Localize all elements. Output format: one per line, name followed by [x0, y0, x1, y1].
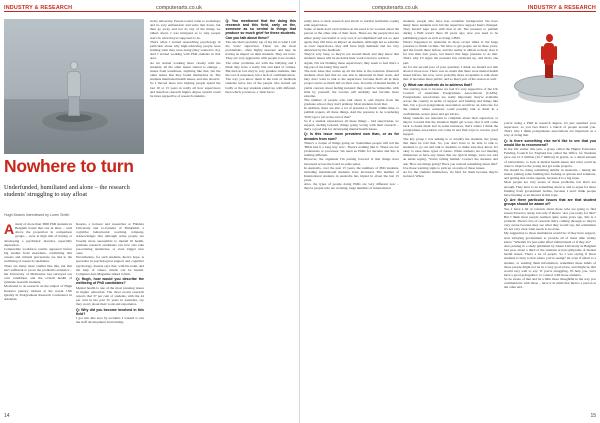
paragraph: So I moved more into helping people spend the last 10 or 15 years in really all how supervisors and therefore research higher degree system could be more supportive of research students.: [150, 81, 221, 98]
question: Q: Are there particular issues that are that student groups should be aware of?: [504, 198, 596, 207]
paragraph: Use those warning signs to pick up on some of these issues.: [403, 165, 486, 170]
paragraph: So if a student experiences all these things – bad supervision, no support, feeling isolated, things going wrong with their research – that's a good risk for developing mental health issues.: [304, 118, 399, 132]
paragraph: They're very busy, so they're not around much and they know that student's issues will be such that their work is hard to retrieve.: [304, 52, 399, 61]
paragraph: My suggestion to those institutions would be: if they have support, start lobbying government to provide all of these time widely know,' 'Whether it's just some effort behind them or if they do?': [504, 231, 596, 244]
paragraph: Most people are very aware of these problems, but that's not enough. They have to do something about it, and to argue for more funding from government bodies, because I don't think people have funding or an interest in this topic.: [504, 180, 596, 197]
paragraph: Some of them don't even believe in the need to be worried about the person at the other side of their fears. These are the people that are either pretty successful or very sort of accomplished and not so. And again, they will have an impact on students. Although not so extreme as toxic supervisors, they still have high demands and are very distracted by the feedback.: [304, 27, 399, 53]
article-subhead: Underfunded, humiliated and alone – the research students' struggling to stay afloat: [4, 184, 130, 199]
column-right-a: [304, 19, 399, 411]
paragraph: That's when I started researching psychology in particular about why high-achieving people were holding what they were doing (they wanted to do). And I started working with PhD students in that area.: [150, 39, 221, 61]
figure-head: [546, 34, 553, 42]
platform: [514, 75, 584, 97]
paragraph: The one that's probably top of my list is what I call the 'toxic' supervisor. These are the most problematic, often highly insecure and may be having an impact on their students. They are toxic. They are very aggressive with people to be around.: [225, 39, 296, 61]
paragraph: The key group I was talking to is actually the students, the group that must be told that. So, you don't have to be able to talk to students to go out and talk to students, to make sure they know. It's okay to raise these types of issues. When students are not meeting milestones or have any issues that are typical things, we're not told an email saying, 'You're falling behind.' Contact the students and ask, 'How are things going? Have you noticed something about this?': [403, 136, 498, 166]
drop-cap: A: [4, 222, 15, 237]
hero-figure-body: [67, 71, 81, 97]
paragraph: really have to their research and attach to normal normalise coping with supervision.: [304, 19, 399, 28]
right-page: [300, 0, 600, 423]
paragraph: Again, I'm not blaming these supervisors; they seem to feel that's a big part of me being 'they need'.: [304, 60, 399, 69]
site-url: computerarts.co.uk: [372, 5, 418, 11]
paragraph: The other problems are with the bullying and I think they have a really bad and kind of culture. But then in fact they're very genuine students, like the sort of unspoken, but a lack of communication.: [225, 60, 296, 78]
figure-body: [544, 43, 554, 65]
question: Q: You mentioned that the doing this research and this field, early on the, someone as so central to things that produce so much grief for these students. Can you talk about these?: [225, 19, 296, 40]
article-byline: Hugh Kearns interviewed by Loren Smith: [4, 213, 70, 217]
intro-paragraph-4: Motivated to do research on the subject of Hugh Kearns's plenary address at the recent 13th Quality in Postgraduate Research Conference in Adelaide,: [4, 284, 72, 301]
site-url: computerarts.co.uk: [156, 5, 202, 11]
paragraph: In the UK earlier this year, a group called the Higher Education Funding Council for England has called the Office for Students gave out £1.5 million (£2.7 million) in grants, so a small amount of universities, to look at mental health issues and what could be done to improve the young and get some projects.: [504, 147, 596, 168]
red-figure-illustration: [504, 19, 594, 119]
paragraph: So be aware of that and be a little more thoughtful in the way you communicate with those – have it in mind that there's a person at the other end.: [504, 277, 596, 290]
question: Q: Is there something else we'd like to see that you would like to recommend?: [504, 138, 596, 147]
paragraph: students, people who have less academic background. We have many more students now but the supervisor support hasn't changed. They haven't kept pace with that at all. The pressure to publish during a PhD wasn't there 20 years ago; now you need to be publishing papers as well as doing a PhD.: [403, 19, 498, 40]
paragraph: In addition, there are also a lot of pressure to finish within time, to publish papers, all these things. And the pressure to be wondering 'Will I get a job at the end of this?': [304, 106, 399, 119]
column-right-b: [403, 19, 498, 411]
figure-arm-right: [554, 46, 557, 60]
paragraph: I got into this area by accident. I wanted to run the staff development and training.: [76, 315, 144, 324]
intro-paragraph-3: There are many more studies like this, but that isn't sufficient to prove the problem's existence – the University of Melbourne last surveyed our own candidates and the overall health of graduate research students.: [4, 263, 72, 285]
paragraph: As for the students themselves, it's hard for them because they're isolated. When: [403, 169, 498, 178]
paragraph: Yes, I have a bit of concern about those who are going to find research hard to study, but only if there's: 'Are you ready for this?' But I think most people realised quite some years ago, this is a problem. There's lots of research that's coming through so they're very aware because they see what they would say, but sometimes it's not very clear what needs to be done.: [504, 206, 596, 232]
paragraph: The number of people who talk about it, and maybe from the graduate school, they don't primary. Most students from that.: [304, 97, 399, 107]
column-left-c: [150, 19, 296, 411]
figure-legs: [545, 64, 553, 78]
paragraph: There's a couple of things going on. Sometimes people will tell me 'PhDs had it a long way now'. There's nothing like it. These are not professions or processes. We need us PhDs for decades and this is nothing different.: [304, 140, 399, 158]
question: Q: Hugh, how would you describe the wellbeing of PhD candidates?: [76, 277, 144, 286]
intro-column: [4, 222, 72, 410]
column-left-b: [76, 222, 144, 410]
paragraph: As for the second part of your question, I think we should not talk about it more now. There was no doubt that there were mental health issues before, but now, we're probably more acceptable to talk about that. It becomes more public, and so that's part of the reason as well.: [403, 64, 498, 82]
paragraph: Nevertheless, for such students, there's hope. A specialist in psychological support and cognitive psychology, Kearns says that, with his team, and the help of others, minds can be healed. Computer Arts Magazine talked to him.: [76, 255, 144, 276]
paragraph: As we started working more closely with the students, all the other issues started to emerge – issues from loneliness, anything like that, but the other issues that they found themselves in. The students mentioned health issues, and also about it.: [150, 60, 221, 82]
hero-illustration: [4, 19, 144, 154]
paragraph: However, the argument I'm putting forward is that things have increased across the board in some sense.: [304, 157, 399, 166]
intro-paragraph-2: Comparable workforce results appeared before big studies from elsewhere, confirming that careers and cultural perceptions are tied to the wellbeing of research candidates.: [4, 246, 72, 264]
paragraph: in my university. People would come to workshops and be very enthusiastic and write that down, but then go away and not do any of the things we talked about. I was intrigued as to why people don't do what they're supposed to do.: [150, 19, 221, 40]
paragraph: Also joining in a study published by Ghent University in Belgium last year, about a third of the students at had symptoms of mental health issues. That's a lot of people. So I was saying if those students is busy is that where you're seeing? Or even if email to a student, or sending them information, remember these kinds of those people might not be in a very good place, and might be that would very well to say: 'If you're struggling, I'll help you. Let's have a good gettogether,' to connect with those students.: [504, 243, 596, 277]
question: Q: What can students do to address that?: [403, 82, 473, 87]
paragraph: Mental health is one of the most pressing issues in higher education. The most recent research reports that 37 per cent of students, with the 44 per cent in the past 25 years in Australia, say they worry about their work and experience.: [76, 285, 144, 307]
paragraph: In Australia, over the past 15 years, the numbers of PhD students, including international students, have increased. The number of International students in Australia has tripled in about the last 15 years.: [304, 165, 399, 183]
paragraph: The starting state is because we feel it's very supportive of the UK Council of Australian Postgraduate Associations (CAPA). Postgraduate associations are really important; they're available across the country in terms of support and funding and things like that, but a good postgraduate association would be an advocate for the student where someone could possibly talk to them in a confidential, secure place and get advice.: [403, 86, 498, 116]
paragraph: The way you know them is the lack of feedback students leave lots of the people who started out badly or the key students ended up with different, then which you know, a 'dark force'.: [225, 77, 296, 94]
hero-figure-legs: [68, 96, 80, 116]
intro-paragraph: Astudy of more than 3600 PhD students in Belgium found that one in three – well above the proportion in comparison groups – were at high risk of having or developing a psychiatric disorder, especially depression.: [4, 222, 72, 247]
header-rule: [304, 11, 596, 12]
section-label: INDUSTRY & RESEARCH: [4, 5, 73, 11]
paragraph: Many students are reluctant to complain about their supervisor or they're worried that the situation might get worse, that it will come back to haunt them and in some instances, that's where I think the postgraduate association can come in and find ways to resolve good support.: [403, 115, 498, 137]
paragraph: Also, the types of people doing PhDs are very different now – they're people who are working, large numbers of international: [304, 182, 399, 191]
paragraph: you're doing a PhD in research degree, it's just assumed your supervisor, so you feel there's a bunch of people around you. That's why I think postgraduate associations are important as a way of doing that.: [504, 121, 596, 138]
column-right-c: [504, 121, 596, 411]
question: Q: Is this issue more prevalent now than, or as for decades from now?: [304, 132, 399, 141]
paragraph: The next issue that comes up all the time is the isolation. Research students often feel that no one else is interested in their work, and they don't want to talk to the supervisor, because that's all in their project and is as much left on their own. In terms of mental health, it yields concern about feeling isolated; they could be vulnerable, with little by yourself, the worries will multiply and become more extreme.: [304, 68, 399, 98]
figure-arm-left: [541, 46, 544, 60]
section-label: INDUSTRY & RESEARCH: [527, 5, 596, 11]
paragraph: We should be doing something similar in Australia – taking the issues, putting some funding into looking at options and solutions, and getting this on the agenda, because it is a big issue.: [504, 167, 596, 181]
paragraph: What's happened in Australia in more recent times is the huge pressure to finish on time. We have to get people out in three years, and the fourth there before, and the reality is almost nobody does it for less than four years, but there's this huge pressure to do that. That's why I'd argue the pressure has ratcheted up, and that's one part.: [403, 39, 498, 65]
header-rule: [4, 11, 296, 12]
paragraph: Kearns, a lecturer and researcher at Flinders University and co-founder of ThinkWell, a cognitive behavioural coaching company, acknowledges that although some people are broadly more susceptible to mental ill health, graduate research candidates can now also take pre-existing tendencies, or even trigger new ones.: [76, 222, 144, 256]
article-title: Nowhere to turn: [4, 156, 134, 176]
page-number-right: 15: [590, 413, 596, 419]
page-number-left: 14: [4, 413, 10, 419]
question: Q: Why did you become involved in this field?: [76, 307, 144, 316]
hero-figure-head: [70, 61, 78, 70]
